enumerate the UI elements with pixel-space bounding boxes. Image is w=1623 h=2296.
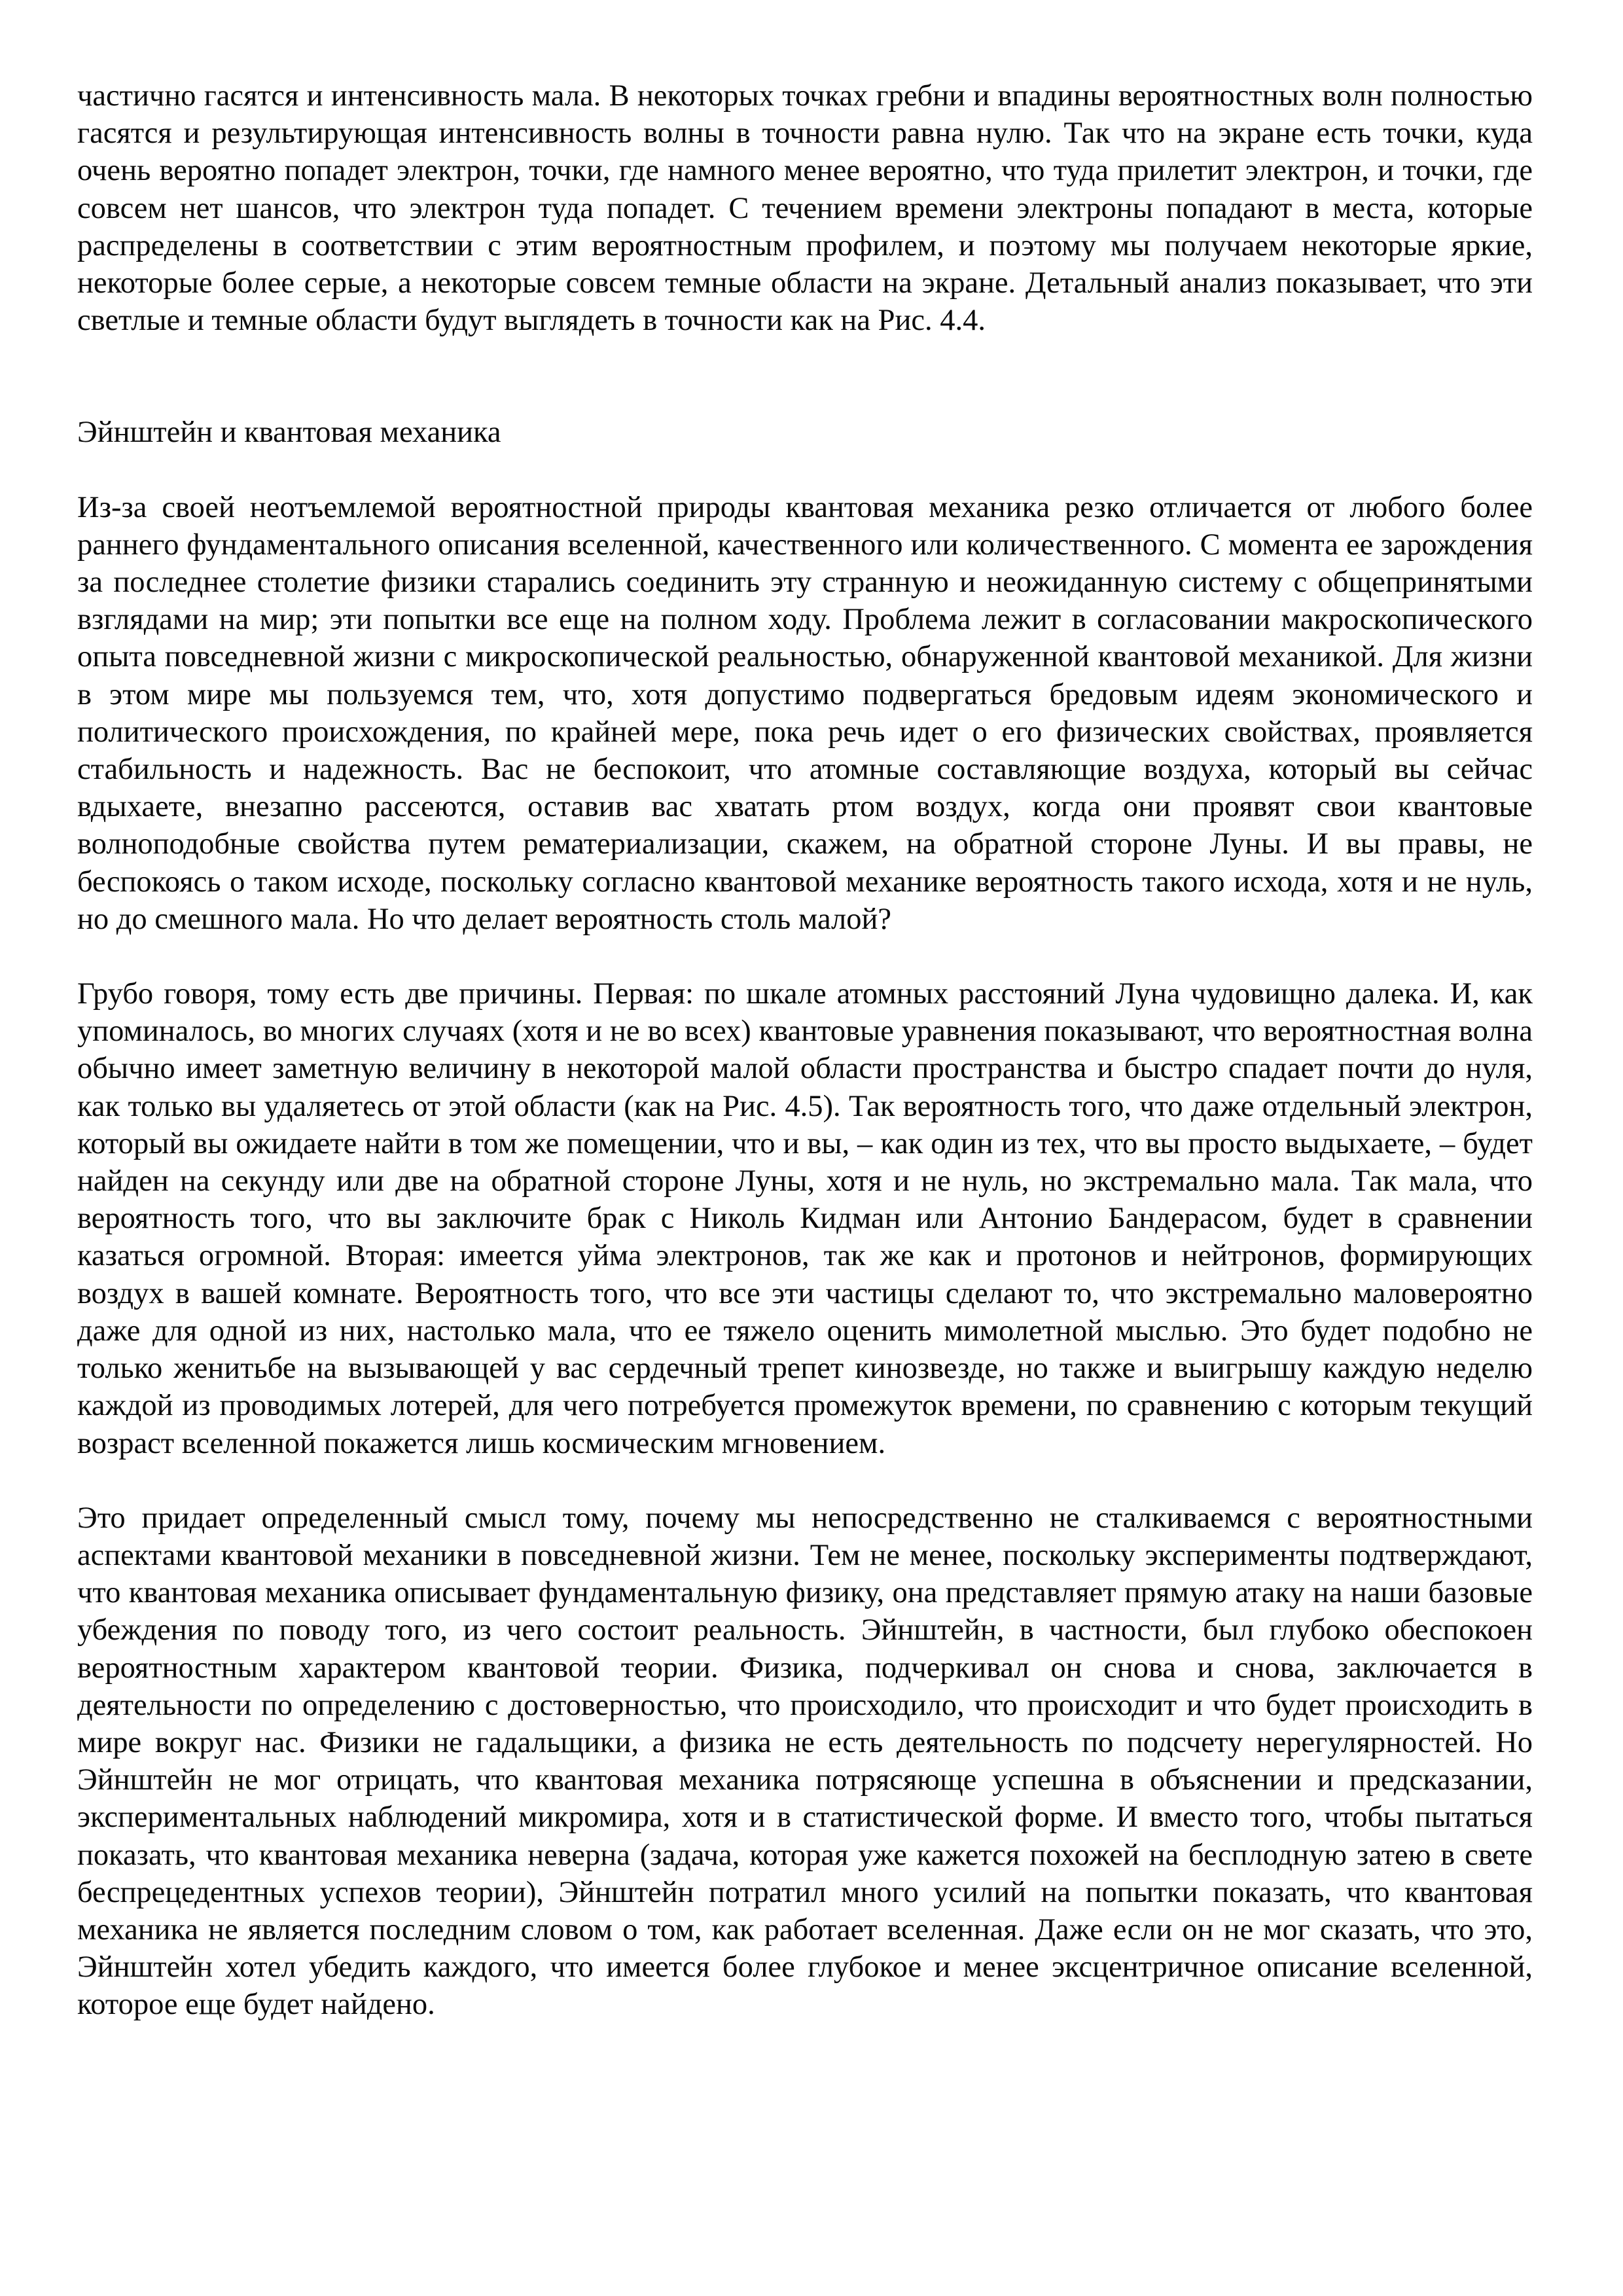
section-heading: Эйнштейн и квантовая механика <box>77 416 501 450</box>
document-page <box>77 77 1533 2024</box>
paragraph-two-reasons: Грубо говоря, тому есть две причины. Первая: по шкале атомных расстояний Луна чудовищно далека. И, как упоминалось, во многих случаях (хотя и не во всех) квантовые уравнения показывают, что вероятностная волна обычно имеет заметную величину в некоторой малой области пространства и быстро спадает почти до нуля, как только вы удаляетесь от этой области (как на Рис. 4.5). Так вероятность того, что даже отдельный электрон, который вы ожидаете найти в том же помещении, что и вы, – как один из тех, что вы просто выдыхаете, – будет найден на секунду или две на обратной стороне Луны, хотя и не нуль, но экстремально мала. Так мала, что вероятность того, что вы заключите брак с Николь Кидман или Антонио Бандерасом, будет в сравнении казаться огромной. Вторая: имеется уйма электронов, так же как и протонов и нейтронов, формирующих воздух в вашей комнате. Вероятность того, что все эти частицы сделают то, что экстремально маловероятно даже для одной из них, настолько мала, что ее тяжело оценить мимолетной мыслью. Это будет подобно не только женитьбе на вызывающей у вас сердечный трепет кинозвезде, но также и выигрышу каждую неделю каждой из проводимых лотерей, для чего потребуется промежуток времени, по сравнению с которым текущий возраст вселенной покажется лишь космическим мгновением. <box>77 977 1533 1460</box>
paragraph-einstein-concern: Это придает определенный смысл тому, почему мы непосредственно не сталкиваемся с вероятностными аспектами квантовой механики в повседневной жизни. Тем не менее, поскольку эксперименты подтверждают, что квантовая механика описывает фундаментальную физику, она представляет прямую атаку на наши базовые убеждения по поводу того, из чего состоит реальность. Эйнштейн, в частности, был глубоко обеспокоен вероятностным характером квантовой теории. Физика, подчеркивал он снова и снова, заключается в деятельности по определению с достоверностью, что происходило, что происходит и что будет происходить в мире вокруг нас. Физики не гадальщики, а физика не есть деятельность по подсчету нерегулярностей. Но Эйнштейн не мог отрицать, что квантовая механика потрясяюще успешна в объяснении и предсказании, экспериментальных наблюдений микромира, хотя и в статистической форме. И вместо того, чтобы пытаться показать, что квантовая механика неверна (задача, которая уже кажется похожей на бесплодную затею в свете беспрецедентных успехов теории), Эйнштейн потратил много усилий на попытки показать, что квантовая механика не является последним словом о том, как работает вселенная. Даже если он не мог сказать, что это, Эйнштейн хотел убедить каждого, что имеется более глубокое и менее эксцентричное описание вселенной, которое еще будет найдено. <box>77 1501 1533 2022</box>
paragraph-intro: частично гасятся и интенсивность мала. В некоторых точках гребни и впадины вероятностных волн полностью гасятся и результирующая интенсивность волны в точности равна нулю. Так что на экране есть точки, куда очень вероятно попадет электрон, точки, где намного менее вероятно, что туда прилетит электрон, и точки, где совсем нет шансов, что электрон туда попадет. С течением времени электроны попадают в места, которые распределены в соответствии с этим вероятностным профилем, и поэтому мы получаем некоторые яркие, некоторые более серые, а некоторые совсем темные области на экране. Детальный анализ показывает, что эти светлые и темные области будут выглядеть в точности как на Рис. 4.4. <box>77 79 1533 338</box>
paragraph-probabilistic-nature: Из-за своей неотъемлемой вероятностной природы квантовая механика резко отличается от любого более раннего фундаментального описания вселенной, качественного или количественного. С момента ее зарождения за последнее столетие физики старались соединить эту странную и неожиданную систему с общепринятыми взглядами на мир; эти попытки все еще на полном ходу. Проблема лежит в согласовании макроскопического опыта повседневной жизни с микроскопической реальностью, обнаруженной квантовой механикой. Для жизни в этом мире мы пользуемся тем, что, хотя допустимо подвергаться бредовым идеям экономического и политического происхождения, по крайней мере, пока речь идет о его физических свойствах, проявляется стабильность и надежность. Вас не беспокоит, что атомные составляющие воздуха, который вы сейчас вдыхаете, внезапно рассеются, оставив вас хватать ртом воздух, когда они проявят свои квантовые волноподобные свойства путем рематериализации, скажем, на обратной стороне Луны. И вы правы, не беспокоясь о таком исходе, поскольку согласно квантовой механике вероятность такого исхода, хотя и не нуль, но до смешного мала. Но что делает вероятность столь малой? <box>77 490 1533 936</box>
